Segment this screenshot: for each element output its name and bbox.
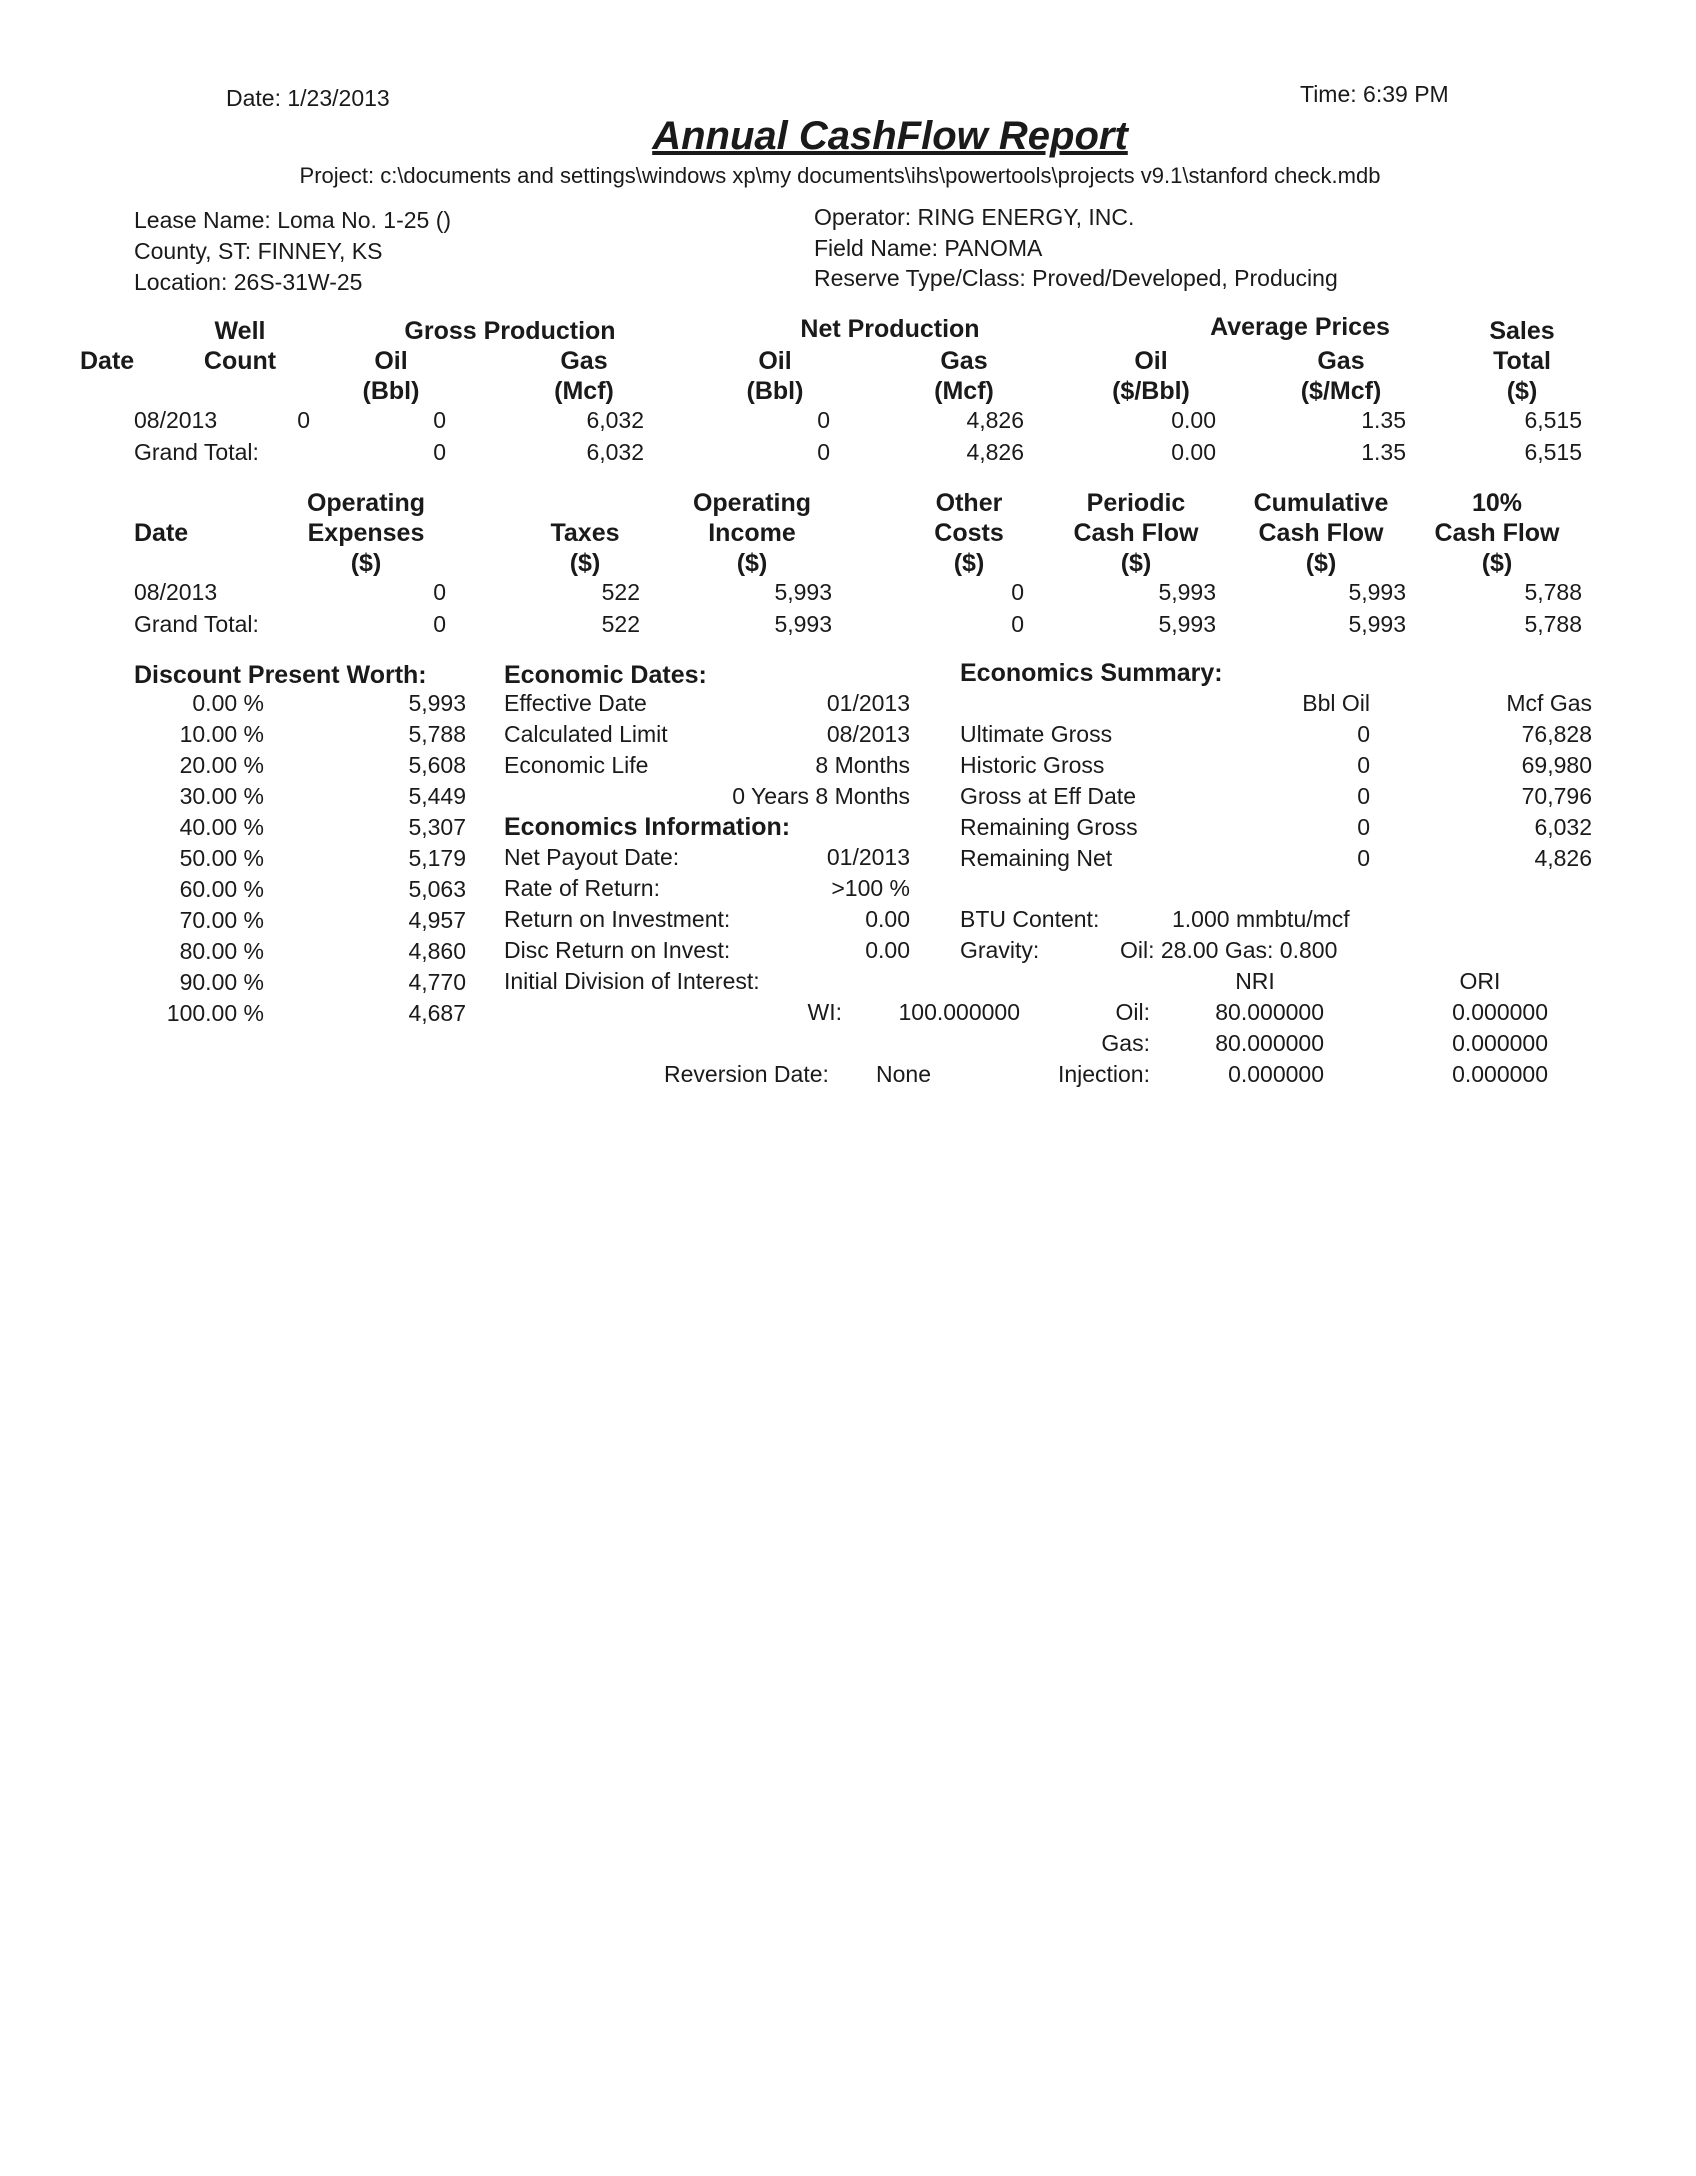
- econ-summary-title: Economics Summary:: [960, 659, 1223, 687]
- prod-col-header: (Bbl): [362, 377, 420, 405]
- dpw-rate: 100.00 %: [166, 1000, 264, 1026]
- prod-cell: 6,032: [586, 439, 644, 465]
- summary-oil: 0: [1357, 752, 1370, 778]
- economic-life-label: Economic Life: [504, 752, 649, 778]
- cash-col-header: ($): [953, 549, 985, 577]
- dpw-rate: 0.00 %: [192, 690, 264, 716]
- econ-dates-title: Economic Dates:: [504, 661, 707, 689]
- cash-col-header: Taxes: [550, 519, 620, 547]
- cash-cell: 5,788: [1524, 579, 1582, 605]
- interest-label: Injection:: [1057, 1061, 1150, 1087]
- report-title: Annual CashFlow Report: [652, 114, 1128, 158]
- county-state: County, ST: FINNEY, KS: [134, 238, 383, 264]
- cash-col-header: Income: [708, 519, 796, 547]
- interest-ori: 0.000000: [1452, 999, 1548, 1025]
- prod-col-header: Oil: [374, 347, 408, 375]
- prod-cell: 0: [817, 439, 830, 465]
- cash-col-header: Operating: [306, 489, 426, 517]
- report-date: [226, 84, 390, 112]
- interest-nri: 80.000000: [1215, 1030, 1324, 1056]
- report-time: [1300, 80, 1449, 108]
- net-payout-value: 01/2013: [826, 844, 910, 870]
- net-payout-label: Net Payout Date:: [504, 844, 680, 870]
- btu-label: BTU Content:: [960, 906, 1100, 932]
- summary-oil: 0: [1357, 783, 1370, 809]
- cash-col-header: Expenses: [307, 519, 425, 547]
- dpw-value: 5,307: [408, 814, 466, 840]
- cash-col-header: ($): [350, 549, 382, 577]
- dpw-rate: 20.00 %: [179, 752, 264, 778]
- interest-ori: 0.000000: [1452, 1030, 1548, 1056]
- dpw-value: 4,957: [408, 907, 466, 933]
- interest-nri: 0.000000: [1228, 1061, 1324, 1087]
- prod-cell: 0.00: [1171, 407, 1216, 433]
- dpw-title: Discount Present Worth:: [134, 661, 427, 689]
- economic-life-years: 0 Years 8 Months: [732, 783, 910, 809]
- prod-col-header: Total: [1493, 347, 1551, 375]
- cash-cell: 5,993: [774, 579, 832, 605]
- prod-cell: 4,826: [966, 439, 1024, 465]
- dpw-rate: 40.00 %: [179, 814, 264, 840]
- group-header-net: Net Production: [800, 315, 980, 343]
- summary-gas: 76,828: [1521, 721, 1592, 747]
- prod-col-header: Sales: [1489, 317, 1555, 345]
- summary-gas: 70,796: [1521, 783, 1592, 809]
- cash-cell: 522: [601, 579, 640, 605]
- time-value: 6:39 PM: [1363, 81, 1449, 107]
- ori-header: ORI: [1459, 968, 1501, 994]
- prod-col-header: Gas: [560, 347, 608, 375]
- cash-col-header: Costs: [934, 519, 1004, 547]
- prod-col-header: Well: [214, 317, 266, 345]
- interest-nri: 80.000000: [1215, 999, 1324, 1025]
- prod-col-header: Count: [203, 347, 277, 375]
- calculated-limit-label: Calculated Limit: [504, 721, 668, 747]
- cash-cell: 522: [601, 611, 640, 637]
- interest-label: Oil:: [1115, 999, 1150, 1025]
- summary-col-gas: Mcf Gas: [1506, 690, 1592, 716]
- project-path: Project: c:\documents and settings\windows xp\my documents\ihs\powertools\projects v9.1\stanford check.mdb: [299, 163, 1381, 188]
- cash-cell: 5,993: [774, 611, 832, 637]
- prod-col-header: (Mcf): [934, 377, 994, 405]
- prod-col-header: ($/Bbl): [1112, 377, 1190, 405]
- dpw-rate: 80.00 %: [179, 938, 264, 964]
- summary-gas: 6,032: [1534, 814, 1592, 840]
- prod-col-header: (Bbl): [746, 377, 804, 405]
- lease-name: Lease Name: Loma No. 1-25 (): [134, 207, 452, 233]
- dpw-value: 4,770: [408, 969, 466, 995]
- prod-cell: 1.35: [1361, 439, 1406, 465]
- calculated-limit-value: 08/2013: [826, 721, 910, 747]
- cash-cell: 5,993: [1158, 611, 1216, 637]
- prod-col-header: Gas: [940, 347, 988, 375]
- disc-roi-value: 0.00: [865, 937, 910, 963]
- cash-col-header: 10%: [1471, 489, 1523, 517]
- location: Location: 26S-31W-25: [134, 269, 363, 295]
- cash-col-header: ($): [736, 549, 768, 577]
- dpw-value: 5,608: [408, 752, 466, 778]
- wi-label: WI:: [807, 999, 842, 1025]
- prod-cell: 1.35: [1361, 407, 1406, 433]
- cash-col-header: ($): [1305, 549, 1337, 577]
- dpw-value: 4,860: [408, 938, 466, 964]
- prod-col-header: Date: [80, 347, 135, 375]
- prod-cell: 4,826: [966, 407, 1024, 433]
- group-header-avg: Average Prices: [1210, 313, 1390, 341]
- cash-col-header: Other: [935, 489, 1003, 517]
- nri-header: NRI: [1235, 968, 1275, 994]
- prod-row-date: Grand Total:: [134, 439, 259, 465]
- dpw-value: 5,788: [408, 721, 466, 747]
- dpw-value: 5,449: [408, 783, 466, 809]
- cash-cell: 0: [1011, 579, 1024, 605]
- cash-cell: 5,993: [1348, 579, 1406, 605]
- gravity-label: Gravity:: [960, 937, 1040, 963]
- dpw-value: 4,687: [408, 1000, 466, 1026]
- summary-col-oil: Bbl Oil: [1302, 690, 1370, 716]
- date-label: Date:: [226, 85, 281, 111]
- summary-gas: 69,980: [1521, 752, 1592, 778]
- dpw-value: 5,179: [408, 845, 466, 871]
- cash-row-date: 08/2013: [134, 579, 218, 605]
- interest-ori: 0.000000: [1452, 1061, 1548, 1087]
- reversion-date-value: None: [876, 1061, 931, 1087]
- cash-cell: 0: [1011, 611, 1024, 637]
- effective-date-label: Effective Date: [504, 690, 647, 716]
- prod-cell: 0: [297, 407, 310, 433]
- prod-col-header: Oil: [1134, 347, 1168, 375]
- wi-value: 100.000000: [898, 999, 1020, 1025]
- time-label: Time:: [1300, 81, 1357, 107]
- prod-row-date: 08/2013: [134, 407, 218, 433]
- cash-col-header: Cash Flow: [1434, 519, 1560, 547]
- dpw-rate: 50.00 %: [179, 845, 264, 871]
- disc-roi-label: Disc Return on Invest:: [504, 937, 731, 963]
- prod-col-header: (Mcf): [554, 377, 614, 405]
- btu-value: 1.000 mmbtu/mcf: [1172, 906, 1350, 932]
- cash-col-header: Date: [134, 519, 189, 547]
- prod-cell: 0: [817, 407, 830, 433]
- dpw-rate: 70.00 %: [179, 907, 264, 933]
- operator: Operator: RING ENERGY, INC.: [814, 204, 1135, 230]
- econ-info-title: Economics Information:: [504, 813, 791, 841]
- cash-cell: 5,788: [1524, 611, 1582, 637]
- cash-col-header: Periodic: [1086, 489, 1186, 517]
- prod-cell: 6,032: [586, 407, 644, 433]
- prod-cell: 0: [433, 407, 446, 433]
- summary-gas: 4,826: [1534, 845, 1592, 871]
- reserve-type: Reserve Type/Class: Proved/Developed, Producing: [814, 265, 1338, 291]
- dpw-rate: 90.00 %: [179, 969, 264, 995]
- summary-label: Remaining Gross: [960, 814, 1138, 840]
- prod-col-header: Gas: [1317, 347, 1365, 375]
- dpw-rate: 60.00 %: [179, 876, 264, 902]
- cash-cell: 0: [433, 611, 446, 637]
- summary-oil: 0: [1357, 721, 1370, 747]
- summary-label: Ultimate Gross: [960, 721, 1113, 747]
- group-header-gross: Gross Production: [404, 317, 616, 345]
- roi-value: 0.00: [865, 906, 910, 932]
- prod-cell: 6,515: [1524, 407, 1582, 433]
- cash-col-header: ($): [1481, 549, 1513, 577]
- reversion-date-label: Reversion Date:: [664, 1061, 829, 1087]
- cash-cell: 5,993: [1158, 579, 1216, 605]
- dpw-value: 5,063: [408, 876, 466, 902]
- summary-label: Historic Gross: [960, 752, 1105, 778]
- prod-col-header: Oil: [758, 347, 792, 375]
- prod-cell: 6,515: [1524, 439, 1582, 465]
- prod-cell: 0: [433, 439, 446, 465]
- cash-row-date: Grand Total:: [134, 611, 259, 637]
- cash-col-header: ($): [569, 549, 601, 577]
- prod-cell: 0.00: [1171, 439, 1216, 465]
- roi-label: Return on Investment:: [504, 906, 731, 932]
- cash-col-header: Cash Flow: [1073, 519, 1199, 547]
- dpw-rate: 10.00 %: [179, 721, 264, 747]
- rate-of-return-label: Rate of Return:: [504, 875, 660, 901]
- interest-label: Gas:: [1101, 1030, 1150, 1056]
- prod-col-header: ($): [1506, 377, 1538, 405]
- cash-col-header: ($): [1120, 549, 1152, 577]
- rate-of-return-value: >100 %: [831, 875, 910, 901]
- cash-col-header: Operating: [692, 489, 812, 517]
- cash-cell: 5,993: [1348, 611, 1406, 637]
- field-name: Field Name: PANOMA: [814, 235, 1043, 261]
- summary-label: Gross at Eff Date: [960, 783, 1136, 809]
- prod-col-header: ($/Mcf): [1300, 377, 1382, 405]
- initial-division-label: Initial Division of Interest:: [504, 968, 760, 994]
- cash-col-header: Cumulative: [1253, 489, 1389, 517]
- cash-cell: 0: [433, 579, 446, 605]
- effective-date-value: 01/2013: [826, 690, 910, 716]
- summary-oil: 0: [1357, 814, 1370, 840]
- summary-label: Remaining Net: [960, 845, 1113, 871]
- dpw-rate: 30.00 %: [179, 783, 264, 809]
- dpw-value: 5,993: [408, 690, 466, 716]
- economic-life-value: 8 Months: [815, 752, 910, 778]
- cash-col-header: Cash Flow: [1258, 519, 1384, 547]
- summary-oil: 0: [1357, 845, 1370, 871]
- date-value: 1/23/2013: [287, 85, 390, 111]
- gravity-value: Oil: 28.00 Gas: 0.800: [1120, 937, 1338, 963]
